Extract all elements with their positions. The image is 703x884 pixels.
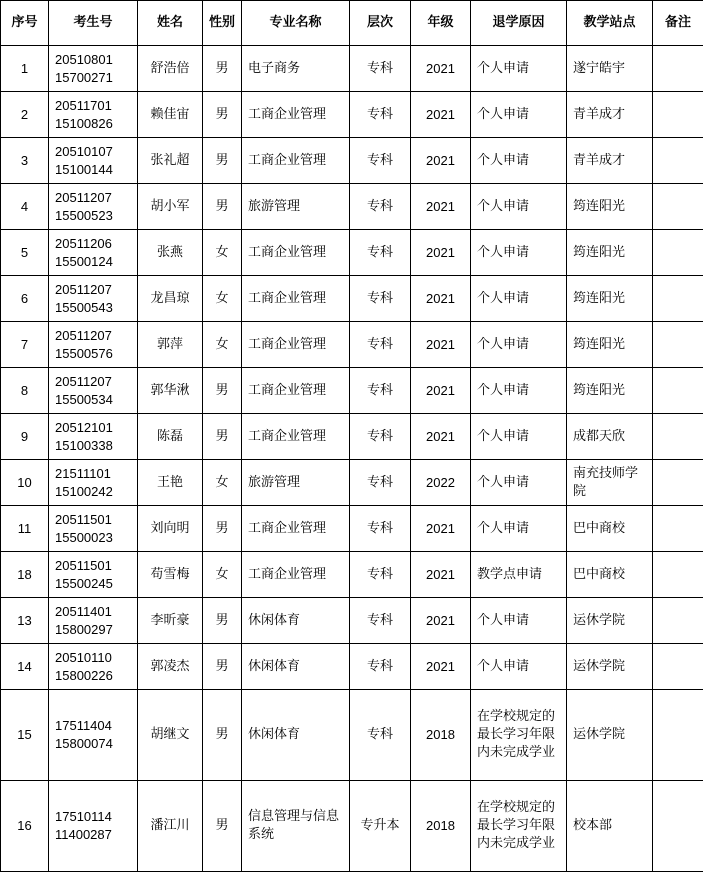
cell-grade: 2021: [411, 368, 471, 414]
cell-site: 筠连阳光: [567, 230, 653, 276]
cell-note: [653, 460, 703, 506]
cell-level: 专科: [350, 230, 411, 276]
cell-reason: 个人申请: [471, 138, 567, 184]
cell-gender: 男: [203, 368, 242, 414]
cell-level: 专科: [350, 184, 411, 230]
cell-gender: 男: [203, 644, 242, 690]
cell-seq: 18: [1, 552, 49, 598]
cell-reason: 个人申请: [471, 92, 567, 138]
cell-gender: 男: [203, 781, 242, 872]
cell-site: 校本部: [567, 781, 653, 872]
header-level: 层次: [350, 1, 411, 46]
table-row: [1, 230, 703, 276]
cell-site: 遂宁皓宇: [567, 46, 653, 92]
cell-site: 青羊成才: [567, 138, 653, 184]
cell-grade: 2021: [411, 322, 471, 368]
table-row: [1, 368, 703, 414]
cell-name: 苟雪梅: [138, 552, 203, 598]
cell-exam-id: 20511207 15500534: [49, 368, 138, 414]
cell-seq: 7: [1, 322, 49, 368]
table-row: [1, 138, 703, 184]
cell-major: 工商企业管理: [242, 506, 350, 552]
cell-grade: 2022: [411, 460, 471, 506]
cell-major: 电子商务: [242, 46, 350, 92]
cell-exam-id: 20510801 15700271: [49, 46, 138, 92]
cell-reason: 在学校规定的最长学习年限内未完成学业: [471, 781, 567, 872]
cell-note: [653, 506, 703, 552]
cell-note: [653, 276, 703, 322]
cell-gender: 女: [203, 276, 242, 322]
cell-reason: 个人申请: [471, 184, 567, 230]
header-exam-id: 考生号: [49, 1, 138, 46]
cell-name: 胡小军: [138, 184, 203, 230]
cell-seq: 10: [1, 460, 49, 506]
cell-major: 工商企业管理: [242, 276, 350, 322]
table-row: [1, 460, 703, 506]
cell-seq: 8: [1, 368, 49, 414]
cell-grade: 2021: [411, 92, 471, 138]
cell-seq: 2: [1, 92, 49, 138]
cell-gender: 女: [203, 322, 242, 368]
cell-exam-id: 20511207 15500543: [49, 276, 138, 322]
cell-major: 休闲体育: [242, 644, 350, 690]
cell-major: 旅游管理: [242, 184, 350, 230]
cell-grade: 2018: [411, 690, 471, 781]
cell-note: [653, 184, 703, 230]
cell-note: [653, 368, 703, 414]
cell-major: 工商企业管理: [242, 92, 350, 138]
cell-level: 专科: [350, 598, 411, 644]
cell-major: 工商企业管理: [242, 322, 350, 368]
cell-site: 南充技师学院: [567, 460, 653, 506]
cell-reason: 教学点申请: [471, 552, 567, 598]
cell-grade: 2021: [411, 184, 471, 230]
table-row: [1, 322, 703, 368]
cell-level: 专升本: [350, 781, 411, 872]
cell-name: 舒浩倍: [138, 46, 203, 92]
cell-gender: 男: [203, 414, 242, 460]
cell-seq: 11: [1, 506, 49, 552]
table-row: [1, 46, 703, 92]
cell-grade: 2021: [411, 230, 471, 276]
cell-level: 专科: [350, 552, 411, 598]
header-grade: 年级: [411, 1, 471, 46]
cell-reason: 个人申请: [471, 460, 567, 506]
cell-grade: 2018: [411, 781, 471, 872]
cell-level: 专科: [350, 368, 411, 414]
cell-grade: 2021: [411, 414, 471, 460]
cell-gender: 男: [203, 138, 242, 184]
cell-reason: 个人申请: [471, 414, 567, 460]
cell-major: 休闲体育: [242, 598, 350, 644]
header-row: [1, 1, 703, 46]
header-gender: 性别: [203, 1, 242, 46]
cell-grade: 2021: [411, 276, 471, 322]
cell-name: 潘江川: [138, 781, 203, 872]
cell-seq: 1: [1, 46, 49, 92]
cell-site: 筠连阳光: [567, 322, 653, 368]
cell-name: 陈磊: [138, 414, 203, 460]
cell-level: 专科: [350, 46, 411, 92]
cell-gender: 女: [203, 460, 242, 506]
header-major: 专业名称: [242, 1, 350, 46]
cell-note: [653, 92, 703, 138]
cell-note: [653, 598, 703, 644]
cell-name: 王艳: [138, 460, 203, 506]
cell-gender: 女: [203, 552, 242, 598]
cell-level: 专科: [350, 322, 411, 368]
cell-seq: 4: [1, 184, 49, 230]
cell-major: 工商企业管理: [242, 414, 350, 460]
cell-seq: 13: [1, 598, 49, 644]
cell-major: 信息管理与信息系统: [242, 781, 350, 872]
cell-major: 工商企业管理: [242, 552, 350, 598]
cell-level: 专科: [350, 644, 411, 690]
cell-seq: 14: [1, 644, 49, 690]
table-row: [1, 184, 703, 230]
cell-site: 筠连阳光: [567, 368, 653, 414]
cell-major: 工商企业管理: [242, 368, 350, 414]
cell-exam-id: 20512101 15100338: [49, 414, 138, 460]
table-row: [1, 552, 703, 598]
cell-gender: 男: [203, 598, 242, 644]
cell-grade: 2021: [411, 598, 471, 644]
cell-name: 张燕: [138, 230, 203, 276]
cell-gender: 女: [203, 230, 242, 276]
cell-note: [653, 690, 703, 781]
cell-exam-id: 20511206 15500124: [49, 230, 138, 276]
cell-exam-id: 20510107 15100144: [49, 138, 138, 184]
cell-gender: 男: [203, 92, 242, 138]
cell-note: [653, 552, 703, 598]
cell-name: 赖佳宙: [138, 92, 203, 138]
header-reason: 退学原因: [471, 1, 567, 46]
cell-site: 运休学院: [567, 644, 653, 690]
cell-level: 专科: [350, 506, 411, 552]
cell-seq: 3: [1, 138, 49, 184]
cell-name: 刘向明: [138, 506, 203, 552]
cell-name: 郭凌杰: [138, 644, 203, 690]
cell-exam-id: 20511701 15100826: [49, 92, 138, 138]
table-body: [1, 46, 703, 872]
cell-reason: 个人申请: [471, 276, 567, 322]
cell-reason: 个人申请: [471, 46, 567, 92]
table-row: [1, 276, 703, 322]
cell-level: 专科: [350, 92, 411, 138]
cell-note: [653, 322, 703, 368]
cell-gender: 男: [203, 46, 242, 92]
cell-note: [653, 138, 703, 184]
cell-note: [653, 644, 703, 690]
cell-gender: 男: [203, 506, 242, 552]
cell-major: 工商企业管理: [242, 230, 350, 276]
cell-name: 张礼超: [138, 138, 203, 184]
cell-exam-id: 20511207 15500523: [49, 184, 138, 230]
cell-exam-id: 20511207 15500576: [49, 322, 138, 368]
cell-reason: 个人申请: [471, 368, 567, 414]
cell-major: 工商企业管理: [242, 138, 350, 184]
table-row: [1, 506, 703, 552]
cell-note: [653, 414, 703, 460]
cell-site: 筠连阳光: [567, 184, 653, 230]
cell-seq: 16: [1, 781, 49, 872]
cell-exam-id: 17511404 15800074: [49, 690, 138, 781]
cell-level: 专科: [350, 460, 411, 506]
cell-seq: 6: [1, 276, 49, 322]
cell-site: 运休学院: [567, 598, 653, 644]
cell-exam-id: 20510110 15800226: [49, 644, 138, 690]
cell-grade: 2021: [411, 138, 471, 184]
cell-site: 巴中商校: [567, 552, 653, 598]
table-row: [1, 690, 703, 781]
cell-reason: 个人申请: [471, 230, 567, 276]
cell-major: 旅游管理: [242, 460, 350, 506]
header-name: 姓名: [138, 1, 203, 46]
cell-level: 专科: [350, 138, 411, 184]
cell-name: 胡继文: [138, 690, 203, 781]
header-note: 备注: [653, 1, 703, 46]
cell-seq: 5: [1, 230, 49, 276]
cell-major: 休闲体育: [242, 690, 350, 781]
header-seq: 序号: [1, 1, 49, 46]
table-row: [1, 92, 703, 138]
cell-name: 李昕豪: [138, 598, 203, 644]
cell-note: [653, 46, 703, 92]
cell-grade: 2021: [411, 506, 471, 552]
cell-gender: 男: [203, 690, 242, 781]
cell-seq: 9: [1, 414, 49, 460]
cell-name: 郭华湫: [138, 368, 203, 414]
cell-exam-id: 20511501 15500023: [49, 506, 138, 552]
cell-exam-id: 20511401 15800297: [49, 598, 138, 644]
cell-site: 青羊成才: [567, 92, 653, 138]
cell-site: 运休学院: [567, 690, 653, 781]
cell-site: 巴中商校: [567, 506, 653, 552]
cell-level: 专科: [350, 414, 411, 460]
cell-reason: 个人申请: [471, 644, 567, 690]
cell-name: 郭萍: [138, 322, 203, 368]
cell-level: 专科: [350, 690, 411, 781]
cell-site: 筠连阳光: [567, 276, 653, 322]
cell-note: [653, 781, 703, 872]
table-row: [1, 598, 703, 644]
cell-exam-id: 20511501 15500245: [49, 552, 138, 598]
table-row: [1, 414, 703, 460]
header-site: 教学站点: [567, 1, 653, 46]
cell-gender: 男: [203, 184, 242, 230]
table-row: [1, 781, 703, 872]
cell-reason: 个人申请: [471, 322, 567, 368]
table-row: [1, 644, 703, 690]
cell-exam-id: 21511101 15100242: [49, 460, 138, 506]
cell-note: [653, 230, 703, 276]
cell-reason: 在学校规定的最长学习年限内未完成学业: [471, 690, 567, 781]
cell-seq: 15: [1, 690, 49, 781]
cell-name: 龙昌琼: [138, 276, 203, 322]
cell-level: 专科: [350, 276, 411, 322]
cell-site: 成都天欣: [567, 414, 653, 460]
cell-grade: 2021: [411, 46, 471, 92]
cell-reason: 个人申请: [471, 598, 567, 644]
cell-reason: 个人申请: [471, 506, 567, 552]
cell-grade: 2021: [411, 552, 471, 598]
cell-exam-id: 17510114 11400287: [49, 781, 138, 872]
cell-grade: 2021: [411, 644, 471, 690]
